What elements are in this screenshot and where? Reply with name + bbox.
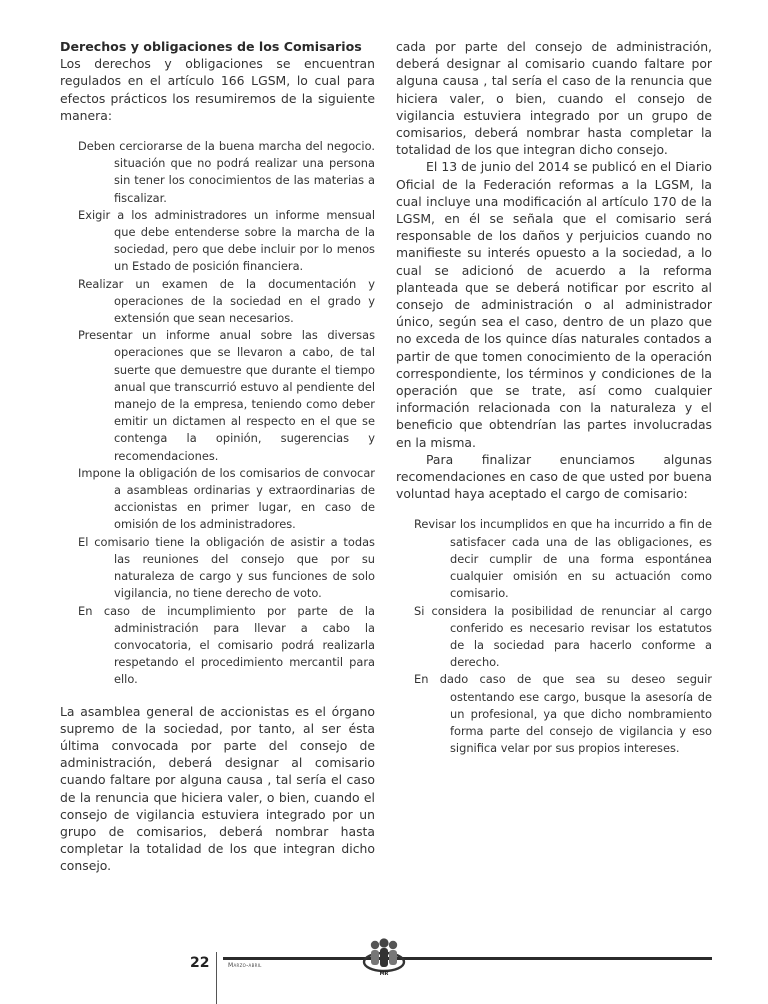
- assembly-paragraph-continued: cada por parte del consejo de administración, deberá designar al comisario cuando faltare por alguna causa , tal sería el caso de la renuncia que hiciera valer, o bien, cuando el consejo de vigilancia estuviera integrado por un grupo de comisarios, deberá nombrar hasta completar la totalidad de los que integran dicho consejo.: [396, 39, 712, 158]
- logo-text: MR: [379, 971, 389, 977]
- list-item: Revisar los incumplidos en que ha incurrido a fin de satisfacer cada una de las obligaciones, es decir cumplir de una forma espontánea cualquier omisión en su actuación como comisario.: [414, 517, 712, 601]
- section-heading: Derechos y obligaciones de los Comisarios: [60, 39, 362, 54]
- footer-divider: [216, 952, 217, 1004]
- list-item: Impone la obligación de los comisarios de convocar a asambleas ordinarias y extraordinarias de accionistas en primer lugar, en caso de omisión de los administradores.: [78, 465, 375, 532]
- intro-paragraph: Los derechos y obligaciones se encuentran regulados en el artículo 166 LGSM, lo cual para efectos prácticos los resumiremos de la siguiente manera:: [60, 56, 375, 123]
- list-item: En dado caso de que sea su deseo seguir ostentando ese cargo, busque la asesoría de un profesional, ya que dicho nombramiento forma parte del consejo de vigilancia y eso significa velar por sus propios intereses.: [414, 672, 712, 756]
- footer-rule: [223, 957, 712, 960]
- list-item: Si considera la posibilidad de renunciar al cargo conferido es necesario revisar los estatutos de la sociedad para hacerlo conforme a derecho.: [414, 603, 712, 670]
- list-item: Realizar un examen de la documentación y operaciones de la sociedad en el grado y extensión que sean necesarios.: [78, 276, 375, 326]
- list-item: Deben cerciorarse de la buena marcha del negocio. situación que no podrá realizar una persona sin tener los conocimientos de las materias a fiscalizar.: [78, 139, 375, 205]
- publisher-logo-icon: [361, 938, 407, 976]
- reform-paragraph: El 13 de junio del 2014 se publicó en el Diario Oficial de la Federación reformas a la LGSM, la cual incluye una modificación al artículo 170 de la LGSM, en él se señala que el comisario será responsable de los daños y perjuicios cuando no manifieste su interés opuesto a la sociedad, a lo cual se adicionó de acuerdo a la reforma planteada que se deberá notificar por escrito al consejo de administración o al administrador único, según sea el caso, dentro de un plazo que no exceda de los quince días naturales contados a partir de que tomen conocimiento de la operación correspondiente, los términos y condiciones de la operación que se trate, así como cualquier información relacionada con la naturaleza y el beneficio que obtendrían las partes involucradas en la misma.: [396, 159, 712, 450]
- rights-list: [60, 138, 375, 689]
- page-number: 22: [190, 955, 210, 971]
- right-column: [396, 38, 712, 771]
- list-item: En caso de incumplimiento por parte de la administración para llevar a cabo la convocatoria, el comisario podrá realizarla respetando el procedimiento mercantil para ello.: [78, 603, 375, 687]
- assembly-paragraph: La asamblea general de accionistas es el órgano supremo de la sociedad, por tanto, al ser ésta última convocada por parte del consejo de administración, deberá designar al comisario cuando faltare por alguna causa , tal sería el caso de la renuncia que hiciera valer, o bien, cuando el consejo de vigilancia estuviera integrado por un grupo de comisarios, deberá nombrar hasta completar la totalidad de los que integran dicho consejo.: [60, 703, 375, 874]
- list-item: Exigir a los administradores un informe mensual que debe entenderse sobre la marcha de la sociedad, pero que debe incluir por lo menos un Estado de posición financiera.: [78, 207, 375, 274]
- list-item: El comisario tiene la obligación de asistir a todas las reuniones del consejo que por su naturaleza de cargo y sus funciones de solo vigilancia, no tiene derecho de voto.: [78, 534, 375, 601]
- list-item: Presentar un informe anual sobre las diversas operaciones que se llevaron a cabo, de tal suerte que demuestre que durante el tiempo anual que transcurrió estuvo al pendiente del manejo de la empresa, teniendo como deber emitir un dictamen al respecto en el que se contenga la opinión, sugerencias y recomendaciones.: [78, 328, 375, 463]
- recommendations-list: [396, 516, 712, 757]
- issue-label: Marzo-abril: [228, 962, 262, 969]
- closing-intro-paragraph: Para finalizar enunciamos algunas recomendaciones en caso de que usted por buena voluntad haya aceptado el cargo de comisario:: [396, 451, 712, 502]
- left-column: [60, 38, 375, 874]
